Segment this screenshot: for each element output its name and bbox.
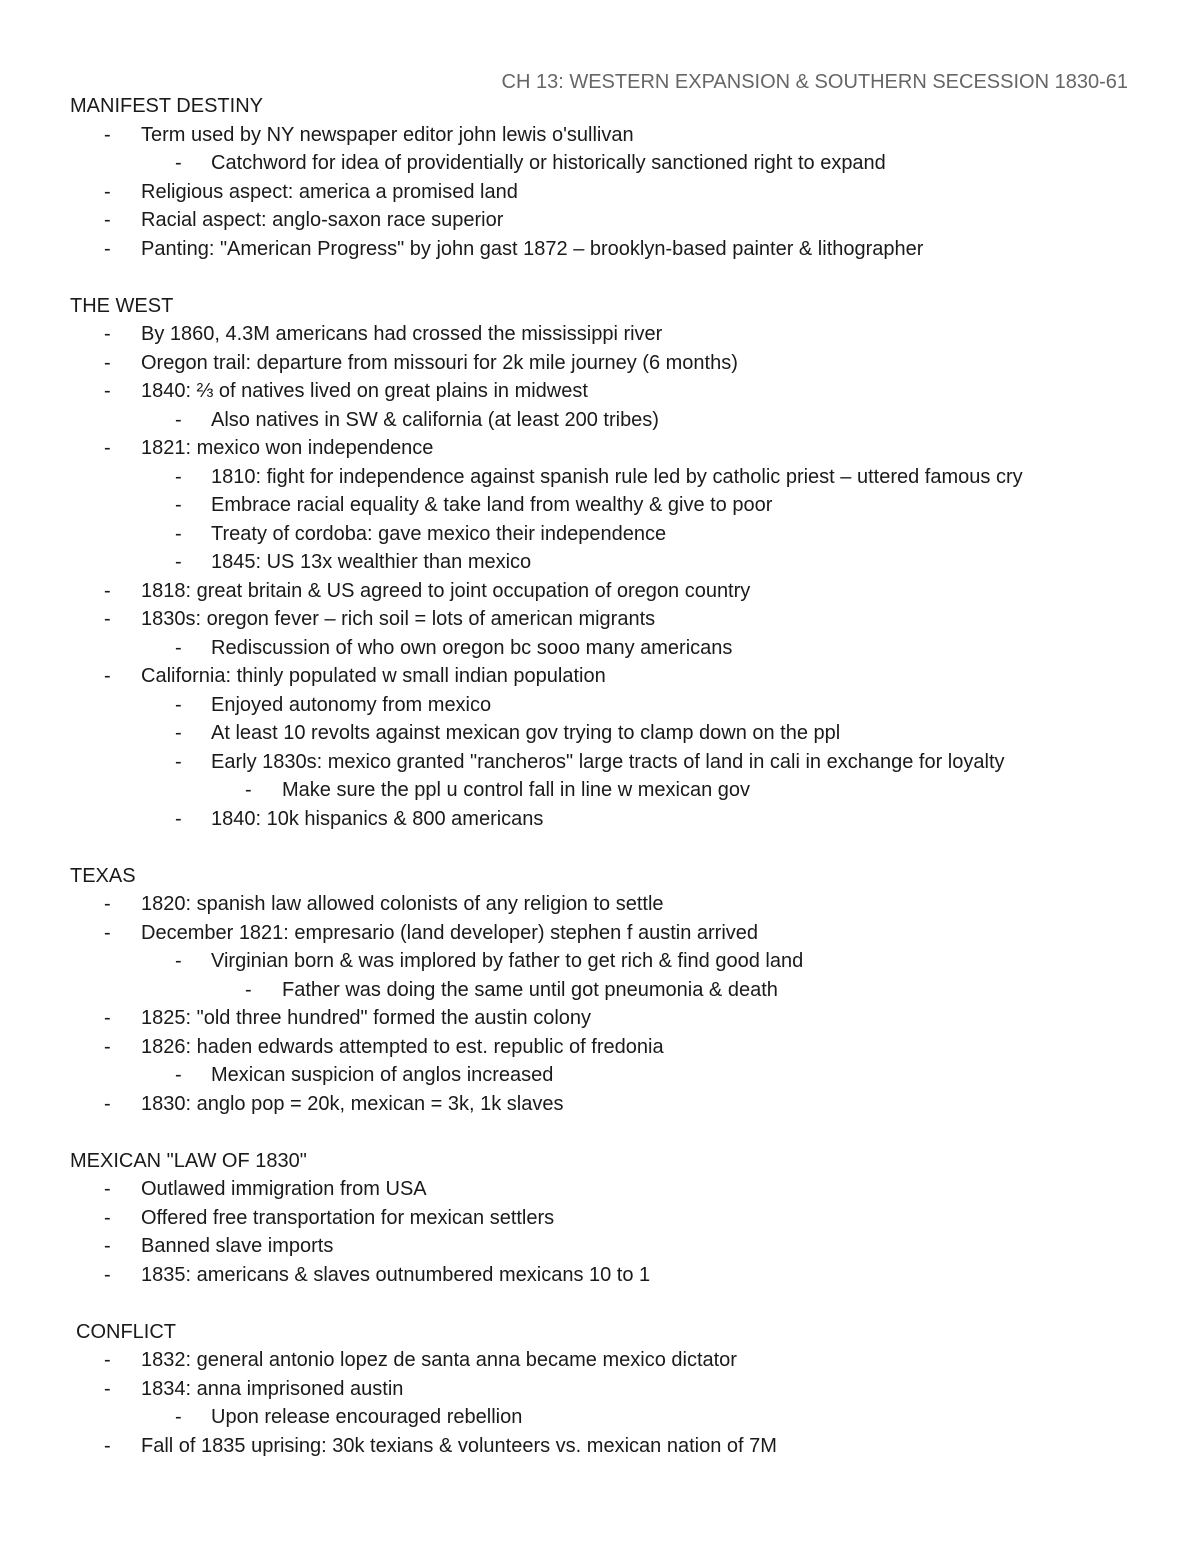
bullet-item <box>70 1403 1160 1432</box>
bullet-text: Outlawed immigration from USA <box>141 1178 427 1200</box>
bullet-dash: - <box>104 1035 111 1058</box>
bullet-dash: - <box>104 1377 111 1400</box>
bullet-text: Upon release encouraged rebellion <box>211 1406 523 1428</box>
bullet-dash: - <box>175 636 182 659</box>
bullet-text: Rediscussion of who own oregon bc sooo many americans <box>211 636 733 659</box>
bullet-text: 1840: 10k hispanics & 800 americans <box>211 807 544 830</box>
bullet-text: At least 10 revolts against mexican gov trying to clamp down on the ppl <box>211 722 841 744</box>
bullet-text: 1830s: oregon fever – rich soil = lots of american migrants <box>141 608 656 630</box>
bullet-item <box>70 1204 1160 1233</box>
bullet-dash: - <box>175 1064 182 1086</box>
document-header: CH 13: WESTERN EXPANSION & SOUTHERN SECESSION 1830-61 <box>501 71 1128 93</box>
bullet-dash: - <box>104 1092 111 1115</box>
section-title: TEXAS <box>70 864 136 887</box>
bullet-dash: - <box>175 950 182 972</box>
bullet-text: 1834: anna imprisoned austin <box>141 1377 404 1400</box>
bullet-text: By 1860, 4.3M americans had crossed the mississippi river <box>141 323 663 345</box>
bullet-text: Enjoyed autonomy from mexico <box>211 693 492 716</box>
bullet-text: Virginian born & was implored by father to get rich & find good land <box>211 950 804 972</box>
bullet-item <box>70 719 1160 748</box>
bullet-text: 1825: "old three hundred" formed the austin colony <box>141 1007 592 1029</box>
bullet-item <box>70 548 1160 577</box>
bullet-text: 1826: haden edwards attempted to est. republic of fredonia <box>141 1035 664 1058</box>
bullet-dash: - <box>175 522 182 545</box>
bullet-item <box>70 691 1160 720</box>
bullet-item <box>70 776 1160 805</box>
bullet-item <box>70 748 1160 777</box>
bullet-item <box>70 463 1160 492</box>
bullet-text: California: thinly populated w small indian population <box>141 665 606 687</box>
bullet-dash: - <box>104 1235 111 1257</box>
bullet-item <box>70 634 1160 663</box>
bullet-item <box>70 491 1160 520</box>
bullet-text: Treaty of cordoba: gave mexico their independence <box>211 522 667 545</box>
bullet-dash: - <box>104 665 111 687</box>
bullet-item <box>70 1175 1160 1204</box>
bullet-dash: - <box>175 465 182 488</box>
bullet-item <box>70 320 1160 349</box>
bullet-dash: - <box>175 551 182 573</box>
bullet-text: 1821: mexico won independence <box>141 437 434 459</box>
bullet-text: 1832: general antonio lopez de santa anna became mexico dictator <box>141 1349 737 1371</box>
bullet-item <box>70 235 1160 264</box>
bullet-item <box>70 947 1160 976</box>
section-title: THE WEST <box>70 294 174 317</box>
bullet-text: Catchword for idea of providentially or historically sanctioned right to expand <box>211 152 886 174</box>
bullet-text: Embrace racial equality & take land from wealthy & give to poor <box>211 494 773 516</box>
section <box>70 862 1160 1119</box>
bullet-text: Panting: "American Progress" by john gast 1872 – brooklyn-based painter & lithographer <box>141 237 924 260</box>
bullet-item <box>70 919 1160 948</box>
bullet-dash: - <box>104 1178 111 1200</box>
bullet-item <box>70 976 1160 1005</box>
bullet-item <box>70 206 1160 235</box>
bullet-item <box>70 1375 1160 1404</box>
bullet-text: Father was doing the same until got pneumonia & death <box>282 978 778 1001</box>
bullet-item <box>70 605 1160 634</box>
bullet-item <box>70 1090 1160 1119</box>
bullet-text: 1820: spanish law allowed colonists of any religion to settle <box>141 893 664 915</box>
bullet-item <box>70 434 1160 463</box>
bullet-item <box>70 149 1160 178</box>
bullet-dash: - <box>104 608 111 630</box>
bullet-dash: - <box>104 209 111 231</box>
bullet-dash: - <box>175 408 182 431</box>
bullet-dash: - <box>104 1007 111 1029</box>
bullet-text: Racial aspect: anglo-saxon race superior <box>141 209 504 231</box>
section-title: MANIFEST DESTINY <box>70 95 263 117</box>
section-title: MEXICAN "LAW OF 1830" <box>70 1149 307 1172</box>
bullet-dash: - <box>175 152 182 174</box>
bullet-text: Oregon trail: departure from missouri for 2k mile journey (6 months) <box>141 351 738 374</box>
bullet-dash: - <box>104 893 111 915</box>
bullet-dash: - <box>104 380 111 402</box>
bullet-item <box>70 1033 1160 1062</box>
bullet-text: 1810: fight for independence against spanish rule led by catholic priest – uttered famous cry <box>211 465 1023 488</box>
bullet-item <box>70 1261 1160 1290</box>
bullet-item <box>70 406 1160 435</box>
bullet-item <box>70 349 1160 378</box>
section <box>70 92 1160 263</box>
bullet-text: 1818: great britain & US agreed to joint occupation of oregon country <box>141 579 751 602</box>
section <box>70 292 1160 834</box>
bullet-text: Also natives in SW & california (at least 200 tribes) <box>211 408 659 431</box>
bullet-dash: - <box>104 579 111 602</box>
bullet-text: Early 1830s: mexico granted "rancheros" large tracts of land in cali in exchange for loyalty <box>211 750 1005 773</box>
bullet-dash: - <box>175 722 182 744</box>
bullet-dash: - <box>245 779 252 801</box>
bullet-dash: - <box>104 323 111 345</box>
bullet-text: Fall of 1835 uprising: 30k texians & volunteers vs. mexican nation of 7M <box>141 1434 777 1457</box>
notes-body <box>70 92 1160 1489</box>
bullet-text: Banned slave imports <box>141 1235 334 1257</box>
bullet-dash: - <box>104 123 111 146</box>
bullet-dash: - <box>104 921 111 944</box>
bullet-dash: - <box>104 1434 111 1457</box>
bullet-item <box>70 377 1160 406</box>
bullet-item <box>70 520 1160 549</box>
bullet-dash: - <box>104 237 111 260</box>
bullet-item <box>70 805 1160 834</box>
bullet-item <box>70 662 1160 691</box>
bullet-dash: - <box>175 1406 182 1428</box>
bullet-dash: - <box>104 1349 111 1371</box>
bullet-text: Religious aspect: america a promised land <box>141 180 518 203</box>
bullet-item <box>70 1004 1160 1033</box>
bullet-dash: - <box>104 1263 111 1286</box>
bullet-dash: - <box>175 807 182 830</box>
bullet-dash: - <box>104 1206 111 1229</box>
bullet-item <box>70 121 1160 150</box>
bullet-dash: - <box>245 978 252 1001</box>
bullet-text: 1845: US 13x wealthier than mexico <box>211 551 532 573</box>
bullet-dash: - <box>175 494 182 516</box>
bullet-text: Mexican suspicion of anglos increased <box>211 1064 554 1086</box>
bullet-dash: - <box>104 437 111 459</box>
bullet-text: 1840: ⅔ of natives lived on great plains in midwest <box>141 380 588 402</box>
bullet-item <box>70 1432 1160 1461</box>
bullet-dash: - <box>104 351 111 374</box>
bullet-text: 1830: anglo pop = 20k, mexican = 3k, 1k slaves <box>141 1092 564 1115</box>
bullet-item <box>70 1061 1160 1090</box>
bullet-text: 1835: americans & slaves outnumbered mexicans 10 to 1 <box>141 1263 651 1286</box>
bullet-text: Make sure the ppl u control fall in line w mexican gov <box>282 779 751 801</box>
bullet-item <box>70 1232 1160 1261</box>
bullet-item <box>70 577 1160 606</box>
bullet-dash: - <box>175 693 182 716</box>
bullet-item <box>70 178 1160 207</box>
section <box>70 1147 1160 1290</box>
section-title: CONFLICT <box>76 1320 176 1343</box>
bullet-text: Offered free transportation for mexican settlers <box>141 1206 555 1229</box>
bullet-item <box>70 890 1160 919</box>
bullet-text: Term used by NY newspaper editor john lewis o'sullivan <box>141 123 634 146</box>
bullet-item <box>70 1346 1160 1375</box>
bullet-dash: - <box>104 180 111 203</box>
bullet-dash: - <box>175 750 182 773</box>
section <box>70 1318 1160 1461</box>
bullet-text: December 1821: empresario (land developer) stephen f austin arrived <box>141 921 759 944</box>
